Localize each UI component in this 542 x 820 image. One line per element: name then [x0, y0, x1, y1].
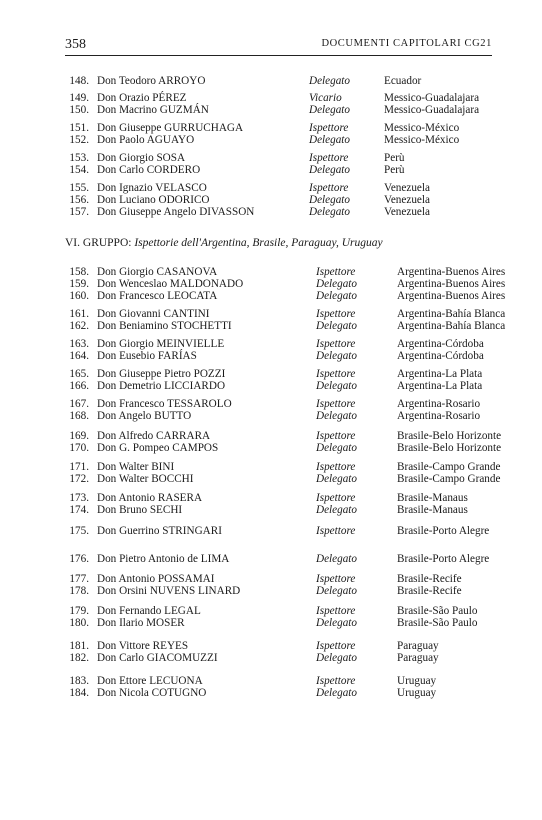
entry-place: Brasile-Porto Alegre [397, 525, 490, 537]
list-item [0, 617, 542, 630]
entry-place: Ecuador [384, 75, 422, 87]
entry-number: 169. [69, 430, 89, 442]
entry-name: Don Giorgio MEINVIELLE [97, 338, 225, 350]
list-item [0, 75, 542, 88]
entry-number: 166. [69, 380, 89, 392]
entry-number: 176. [69, 553, 89, 565]
list-item [0, 442, 542, 455]
entry-place: Uruguay [397, 675, 437, 687]
entry-role: Ispettore [316, 266, 356, 278]
entry-role: Ispettore [316, 573, 356, 585]
entry-role: Delegato [309, 164, 351, 176]
entry-place: Argentina-Buenos Aires [397, 278, 506, 290]
entry-role: Ispettore [316, 398, 356, 410]
entry-name: Don Antonio POSSAMAI [97, 573, 215, 585]
entry-place: Argentina-La Plata [397, 368, 483, 380]
entry-place: Argentina-Córdoba [397, 338, 484, 350]
entry-name: Don Orsini NUVENS LINARD [97, 585, 241, 597]
entry-name: Don Beniamino STOCHETTI [97, 320, 232, 332]
entry-place: Argentina-Córdoba [397, 350, 484, 362]
entry-number: 157. [69, 206, 89, 218]
entry-number: 149. [69, 92, 89, 104]
entry-number: 153. [69, 152, 89, 164]
entry-name: Don Walter BINI [97, 461, 175, 473]
list-item [0, 206, 542, 219]
group-label: VI. GRUPPO: [65, 237, 132, 249]
list-item [0, 504, 542, 517]
entry-role: Delegato [316, 504, 358, 516]
entry-place: Brasile-Belo Horizonte [397, 430, 502, 442]
entry-place: Argentina-Bahía Blanca [397, 320, 506, 332]
group-heading [65, 237, 383, 249]
entry-number: 173. [69, 492, 89, 504]
list-item [0, 585, 542, 598]
list-item [0, 525, 542, 538]
entry-name: Don Wenceslao MALDONADO [97, 278, 244, 290]
entry-place: Messico-Guadalajara [384, 92, 480, 104]
entry-role: Delegato [309, 75, 351, 87]
entry-role: Delegato [316, 290, 358, 302]
entry-name: Don Giuseppe GURRUCHAGA [97, 122, 244, 134]
entry-place: Brasile-Campo Grande [397, 461, 501, 473]
entry-name: Don Fernando LEGAL [97, 605, 201, 617]
entry-number: 171. [69, 461, 89, 473]
list-item [0, 473, 542, 486]
list-item [0, 350, 542, 363]
entry-name: Don Teodoro ARROYO [97, 75, 206, 87]
entry-role: Delegato [316, 350, 358, 362]
entry-place: Argentina-Rosario [397, 410, 481, 422]
entry-number: 172. [69, 473, 89, 485]
entry-name: Don Carlo GIACOMUZZI [97, 652, 218, 664]
entry-name: Don Demetrio LICCIARDO [97, 380, 226, 392]
entry-number: 181. [69, 640, 89, 652]
entry-number: 168. [69, 410, 89, 422]
entry-name: Don Francesco LEOCATA [97, 290, 218, 302]
entry-role: Ispettore [309, 122, 349, 134]
entry-number: 150. [69, 104, 89, 116]
entry-number: 155. [69, 182, 89, 194]
entry-role: Delegato [309, 194, 351, 206]
entry-number: 177. [69, 573, 89, 585]
page-number: 358 [65, 37, 86, 52]
entry-role: Ispettore [316, 492, 356, 504]
entry-number: 161. [69, 308, 89, 320]
entry-role: Ispettore [316, 430, 356, 442]
entry-number: 182. [69, 652, 89, 664]
list-item [0, 652, 542, 665]
running-title: DOCUMENTI CAPITOLARI CG21 [321, 38, 492, 49]
entry-role: Ispettore [309, 152, 349, 164]
entry-place: Brasile-Recife [397, 573, 462, 585]
entry-role: Delegato [309, 134, 351, 146]
entry-number: 170. [69, 442, 89, 454]
entry-role: Delegato [316, 585, 358, 597]
entry-place: Venezuela [384, 182, 430, 194]
entry-role: Delegato [316, 553, 358, 565]
entry-number: 160. [69, 290, 89, 302]
entry-name: Don Paolo AGUAYO [97, 134, 195, 146]
entry-number: 167. [69, 398, 89, 410]
entry-name: Don Giorgio SOSA [97, 152, 186, 164]
entry-role: Delegato [316, 687, 358, 699]
header-rule [65, 55, 492, 56]
entry-name: Don Ignazio VELASCO [97, 182, 207, 194]
entry-number: 180. [69, 617, 89, 629]
entry-number: 163. [69, 338, 89, 350]
entry-role: Ispettore [316, 640, 356, 652]
entry-name: Don Giuseppe Pietro POZZI [97, 368, 226, 380]
entry-role: Delegato [316, 410, 358, 422]
entry-number: 183. [69, 675, 89, 687]
entry-place: Brasile-Belo Horizonte [397, 442, 502, 454]
entry-place: Brasile-Porto Alegre [397, 553, 490, 565]
entry-name: Don Luciano ODORICO [97, 194, 210, 206]
entry-role: Ispettore [316, 461, 356, 473]
group-title: Ispettorie dell'Argentina, Brasile, Paraguay, Uruguay [134, 237, 383, 249]
entry-name: Don Macrino GUZMÁN [97, 104, 209, 116]
entry-role: Delegato [316, 617, 358, 629]
entry-role: Ispettore [316, 675, 356, 687]
entry-place: Brasile-São Paulo [397, 605, 478, 617]
entry-number: 184. [69, 687, 89, 699]
entry-role: Ispettore [316, 368, 356, 380]
entry-number: 148. [69, 75, 89, 87]
entry-place: Brasile-Manaus [397, 492, 468, 504]
entry-number: 158. [69, 266, 89, 278]
entry-name: Don Francesco TESSAROLO [97, 398, 232, 410]
entry-role: Delegato [309, 104, 351, 116]
entry-number: 179. [69, 605, 89, 617]
entry-name: Don Ilario MOSER [97, 617, 185, 629]
entry-number: 164. [69, 350, 89, 362]
entry-place: Brasile-Campo Grande [397, 473, 501, 485]
entry-name: Don Antonio RASERA [97, 492, 203, 504]
entry-name: Don Alfredo CARRARA [97, 430, 211, 442]
entry-name: Don Giuseppe Angelo DIVASSON [97, 206, 255, 218]
entry-place: Argentina-Buenos Aires [397, 290, 506, 302]
entry-number: 151. [69, 122, 89, 134]
list-item [0, 104, 542, 117]
entry-name: Don Vittore REYES [97, 640, 189, 652]
entry-number: 159. [69, 278, 89, 290]
list-item [0, 687, 542, 700]
list-item [0, 553, 542, 566]
entry-place: Brasile-São Paulo [397, 617, 478, 629]
entry-role: Delegato [316, 380, 358, 392]
entry-name: Don Walter BOCCHI [97, 473, 194, 485]
entry-name: Don Giovanni CANTINI [97, 308, 210, 320]
entry-number: 156. [69, 194, 89, 206]
entry-name: Don Angelo BUTTO [97, 410, 192, 422]
list-item [0, 290, 542, 303]
entry-role: Delegato [309, 206, 351, 218]
entry-number: 175. [69, 525, 89, 537]
entry-role: Ispettore [316, 605, 356, 617]
entry-place: Uruguay [397, 687, 437, 699]
entry-role: Delegato [316, 442, 358, 454]
entry-name: Don Bruno SECHI [97, 504, 183, 516]
entry-number: 152. [69, 134, 89, 146]
entry-name: Don Carlo CORDERO [97, 164, 201, 176]
list-item [0, 380, 542, 393]
entry-role: Ispettore [316, 308, 356, 320]
list-item [0, 410, 542, 423]
list-item [0, 320, 542, 333]
entry-place: Perù [384, 164, 405, 176]
entry-place: Venezuela [384, 194, 430, 206]
list-item [0, 134, 542, 147]
entry-place: Venezuela [384, 206, 430, 218]
entry-name: Don Ettore LECUONA [97, 675, 203, 687]
entry-place: Brasile-Recife [397, 585, 462, 597]
entry-role: Ispettore [309, 182, 349, 194]
entry-role: Vicario [309, 92, 342, 104]
entry-number: 165. [69, 368, 89, 380]
entry-name: Don Orazio PÉREZ [97, 92, 187, 104]
entry-name: Don Nicola COTUGNO [97, 687, 207, 699]
entry-place: Perù [384, 152, 405, 164]
entry-place: Paraguay [397, 640, 439, 652]
entry-name: Don Giorgio CASANOVA [97, 266, 218, 278]
entry-place: Argentina-Bahía Blanca [397, 308, 506, 320]
entry-role: Delegato [316, 320, 358, 332]
entry-place: Brasile-Manaus [397, 504, 468, 516]
entry-number: 154. [69, 164, 89, 176]
entry-role: Delegato [316, 278, 358, 290]
entry-role: Ispettore [316, 525, 356, 537]
entry-role: Ispettore [316, 338, 356, 350]
entry-number: 162. [69, 320, 89, 332]
entry-role: Delegato [316, 473, 358, 485]
list-item [0, 164, 542, 177]
entry-number: 174. [69, 504, 89, 516]
entry-place: Argentina-Buenos Aires [397, 266, 506, 278]
entry-name: Don G. Pompeo CAMPOS [97, 442, 219, 454]
entry-name: Don Pietro Antonio de LIMA [97, 553, 230, 565]
entry-number: 178. [69, 585, 89, 597]
entry-place: Paraguay [397, 652, 439, 664]
entry-name: Don Guerrino STRINGARI [97, 525, 222, 537]
entry-name: Don Eusebio FARÍAS [97, 350, 197, 362]
entry-place: Messico-México [384, 134, 460, 146]
entry-place: Argentina-Rosario [397, 398, 481, 410]
entry-place: Messico-Guadalajara [384, 104, 480, 116]
entry-place: Argentina-La Plata [397, 380, 483, 392]
entry-role: Delegato [316, 652, 358, 664]
entry-place: Messico-México [384, 122, 460, 134]
